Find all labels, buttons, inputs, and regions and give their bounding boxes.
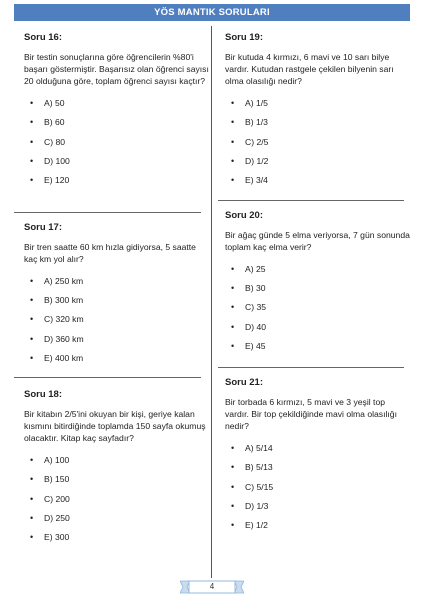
option-label: C) 320 km: [44, 314, 84, 325]
option-label: D) 1/2: [245, 155, 269, 166]
bullet-icon: •: [30, 276, 34, 286]
option-label: C) 80: [44, 136, 66, 147]
option-label: D) 40: [245, 321, 267, 332]
option-b: [24, 113, 209, 132]
bullet-icon: •: [30, 333, 34, 344]
option-label: B) 5/13: [245, 462, 273, 473]
bullet-icon: •: [30, 174, 34, 185]
question-title: Soru 18:: [24, 389, 63, 400]
option-b: [225, 113, 410, 132]
bullet-icon: •: [30, 531, 34, 542]
option-b: [225, 279, 410, 298]
option-c: [24, 310, 209, 329]
question-19: [225, 32, 410, 190]
option-d: [225, 151, 410, 170]
option-d: [24, 329, 209, 348]
question-21: [225, 377, 410, 535]
bullet-icon: •: [231, 98, 235, 109]
bullet-icon: •: [30, 474, 34, 485]
option-label: C) 35: [245, 302, 267, 313]
option-label: A) 1/5: [245, 98, 268, 109]
bullet-icon: •: [231, 481, 235, 492]
option-label: B) 150: [44, 474, 70, 485]
page-footer: [180, 580, 244, 594]
question-text: Bir kitabın 2/5'ini okuyan bir kişi, geriye kalan kısmını bitirdiğinde toplamda 150 sayfa okumuş olacaktır. Kitap kaç sayfadır?: [24, 409, 206, 444]
option-label: D) 250: [44, 512, 70, 523]
option-e: [24, 348, 209, 367]
page-header: YÖS MANTIK SORULARI: [14, 4, 410, 21]
option-e: [225, 336, 410, 355]
option-a: [24, 94, 209, 113]
question-title: Soru 19:: [225, 32, 264, 43]
option-label: A) 250 km: [44, 276, 84, 286]
option-a: [24, 451, 209, 470]
question-separator: [218, 200, 404, 201]
option-b: [24, 291, 209, 310]
bullet-icon: •: [30, 136, 34, 147]
page-number: 4: [209, 582, 215, 591]
question-text: Bir torbada 6 kırmızı, 5 mavi ve 3 yeşil top vardır. Bir top çekildiğinde mavi olma olasılığı nedir?: [225, 397, 397, 432]
question-separator: [14, 377, 201, 378]
option-e: [24, 527, 209, 546]
bullet-icon: •: [30, 295, 34, 306]
bullet-icon: •: [231, 443, 235, 454]
question-text: Bir tren saatte 60 km hızla gidiyorsa, 5 saatte kaç km yol alır?: [24, 242, 196, 265]
bullet-icon: •: [30, 455, 34, 466]
option-d: [24, 151, 209, 170]
question-20: [225, 210, 410, 355]
bullet-icon: •: [231, 136, 235, 147]
question-title: Soru 20:: [225, 210, 264, 221]
question-title: Soru 16:: [24, 32, 63, 43]
question-text: Bir kutuda 4 kırmızı, 6 mavi ve 10 sarı bilye vardır. Kutudan rastgele çekilen bilyenin sarı olma olasılığı nedir?: [225, 52, 394, 87]
bullet-icon: •: [231, 500, 235, 511]
question-16: [24, 32, 209, 190]
option-label: A) 50: [44, 98, 65, 109]
option-label: E) 3/4: [245, 174, 268, 185]
bullet-icon: •: [231, 283, 235, 294]
option-a: [24, 271, 209, 290]
bullet-icon: •: [30, 155, 34, 166]
option-c: [24, 132, 209, 151]
option-label: E) 300: [44, 531, 70, 542]
option-label: B) 30: [245, 283, 266, 294]
question-separator: [14, 212, 201, 213]
option-label: B) 60: [44, 117, 65, 128]
option-c: [225, 132, 410, 151]
option-label: E) 400 km: [44, 352, 84, 363]
option-label: E) 120: [44, 174, 70, 185]
bullet-icon: •: [231, 174, 235, 185]
option-d: [225, 496, 410, 515]
bullet-icon: •: [231, 155, 235, 166]
option-e: [225, 170, 410, 189]
option-label: B) 1/3: [245, 117, 268, 128]
option-label: A) 25: [245, 264, 266, 274]
bullet-icon: •: [231, 117, 235, 128]
option-a: [225, 94, 410, 113]
bullet-icon: •: [231, 321, 235, 332]
bullet-icon: •: [30, 117, 34, 128]
bullet-icon: •: [30, 512, 34, 523]
option-label: D) 360 km: [44, 333, 84, 344]
option-c: [225, 477, 410, 496]
question-separator: [218, 367, 404, 368]
option-e: [24, 170, 209, 189]
question-title: Soru 21:: [225, 377, 264, 388]
option-d: [24, 508, 209, 527]
bullet-icon: •: [30, 314, 34, 325]
option-label: D) 100: [44, 155, 70, 166]
question-title: Soru 17:: [24, 222, 63, 233]
question-text: Bir ağaç günde 5 elma veriyorsa, 7 gün sonunda toplam kaç elma verir?: [225, 230, 410, 253]
option-label: A) 5/14: [245, 443, 273, 454]
option-label: B) 300 km: [44, 295, 84, 306]
bullet-icon: •: [231, 519, 235, 530]
bullet-icon: •: [231, 340, 235, 351]
option-label: C) 2/5: [245, 136, 269, 147]
option-label: E) 45: [245, 340, 266, 351]
option-label: C) 200: [44, 493, 70, 504]
bullet-icon: •: [231, 302, 235, 313]
option-a: [225, 259, 410, 278]
option-c: [24, 489, 209, 508]
bullet-icon: •: [30, 493, 34, 504]
option-label: A) 100: [44, 455, 70, 466]
option-label: E) 1/2: [245, 519, 268, 530]
option-c: [225, 298, 410, 317]
option-a: [225, 439, 410, 458]
bullet-icon: •: [30, 98, 34, 109]
question-18: [24, 389, 209, 547]
column-divider: [211, 26, 212, 578]
option-b: [24, 470, 209, 489]
option-e: [225, 515, 410, 534]
bullet-icon: •: [30, 352, 34, 363]
bullet-icon: •: [231, 462, 235, 473]
option-d: [225, 317, 410, 336]
question-text: Bir testin sonuçlarına göre öğrencilerin %80'i başarı göstermiştir. Başarısız olan öğrenci sayısı 20 olduğuna göre, toplam öğrenci sayısı kaçtır?: [24, 52, 209, 87]
question-17: [24, 222, 209, 367]
option-b: [225, 458, 410, 477]
bullet-icon: •: [231, 264, 235, 274]
option-label: C) 5/15: [245, 481, 274, 492]
option-label: D) 1/3: [245, 500, 269, 511]
